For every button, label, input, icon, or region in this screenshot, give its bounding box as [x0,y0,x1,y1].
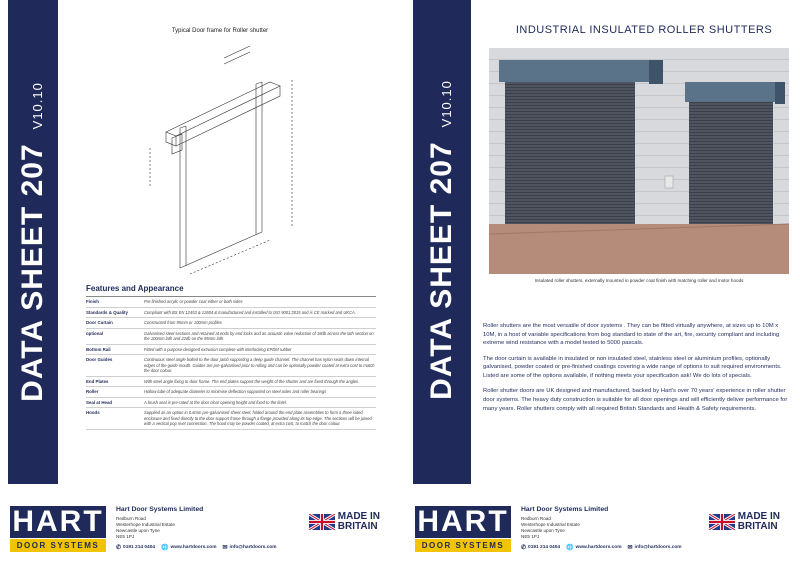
row-label: Door Guides [86,357,113,363]
made-in-text: MADE IN BRITAIN [337,511,380,532]
paragraph: Roller shutters are the most versatile of door systems . They can be fitted virtually anywhere, at sizes up to 10M x 10M, in a host of variable specifications from bog standard to state of the art, fire, security compliant and including extreme wind resistance with a model tested to 5000 pascals. [483,323,780,347]
row-value: Pre finished acrylic or powder coat either or both sides [144,299,243,304]
side-band [413,0,471,484]
contact-details [521,544,682,551]
data-sheet-right-page [405,0,800,566]
drawing-title: Typical Door frame for Roller shutter [171,28,269,34]
table-row [86,345,376,356]
band-title: DATA SHEET 207V10.10 [16,82,49,402]
address-line: NE5 1PJ [521,533,540,539]
made-in-britain-badge [309,512,380,531]
band-version: V10.10 [30,82,45,130]
table-row [86,377,376,388]
company-address [521,506,608,540]
row-label: Roller [86,389,99,395]
phone-contact[interactable]: ✆ 0191 214 0404 [116,545,156,551]
union-flag-icon [709,514,735,530]
side-band [8,0,58,484]
phone-icon: ✆ [116,545,122,551]
globe-icon: 🌐 [161,545,169,551]
address-line: Newcastle upon Tyne [521,527,565,533]
logo-sub: DOOR SYSTEMS [415,539,511,552]
row-label: optional [86,330,104,336]
page-footer [405,496,800,566]
row-label: Standards & Quality [86,309,128,315]
row-label: Seal at Head [86,399,113,405]
row-value: Compliant with BS EN 12453 & 12604 & manufactured and installed to ISO 9001:2015 and is CE marked and UKCA. [144,309,356,315]
table-row [86,398,376,409]
door-frame-diagram [120,38,320,278]
band-version: V10.10 [439,80,454,128]
features-heading: Features and Appearance [86,284,184,293]
mail-icon: ✉ [627,545,633,551]
hart-logo [415,506,511,552]
paragraph: The door curtain is available in insulated or non insulated steel, stainless steel or aluminium profiles, optionally galvanised, powder coated or pre-finished coatings covering a wide range of options to suit required environments. Listed are some of the options available, if nothing meets your specification ask! We do lots of specials. [483,355,782,379]
row-value: Supplied as an option in 0.6mm pre-galvanised sheet steel, folded around the end plate assemblies to form a three sided enclosure and fixed directly to the door support frame through a flange provided along its top edge. The sections will be joined with a vertical pop rivet connection. The hood may be powder coated, at extra cost, to match the door colour. [144,410,372,427]
union-flag-icon [309,514,335,530]
address-line: NE5 1PJ [116,533,135,539]
shutter-image [489,48,789,274]
table-row [86,387,376,398]
row-value: Galvanised steel sections and retained at ends by end locks and an acoustic valve reduction of 18db across the lath section on the 100mm lath and 22db on the 95mm lath [144,330,374,342]
company-address [116,506,203,540]
table-row [86,408,376,430]
phone-icon: ✆ [521,545,527,551]
page-footer [0,496,400,566]
row-label: Bottom Rail [86,346,111,352]
row-value: Constructed from 95mm or 100mm profiles [144,320,222,326]
address-line: Newcastle upon Tyne [116,527,160,533]
row-label: Door Curtain [86,320,113,326]
row-label: End Plates [86,378,109,384]
web-contact[interactable]: 🌐 www.hartdoors.com [566,545,622,551]
hart-logo [10,506,106,552]
made-in-britain-badge [709,512,780,531]
globe-icon: 🌐 [566,545,574,551]
row-value: Fitted with a purpose-designed extrusion complete with interlocking EPDM rubber [144,346,292,352]
roller-shutter-photo [489,48,789,274]
row-value: Hollow tube of adequate diameter to minimise deflection supported on steel axles and roller bearings [144,389,327,395]
address-line: Westerhope Industrial Estate [116,521,175,527]
row-label: Hoods [86,410,100,416]
features-section [86,284,376,430]
row-value: A brush seal is pre-rated at the door clear opening height and fixed to the lintel. [144,399,287,405]
contact-details [116,544,277,551]
table-row [86,329,376,345]
web-contact[interactable]: 🌐 www.hartdoors.com [161,545,217,551]
address-line: Redburn Road [116,515,146,521]
door-frame-drawing [120,20,320,280]
description-text [483,322,789,420]
email-contact[interactable]: ✉ info@hartdoors.com [627,545,682,551]
phone-contact[interactable]: ✆ 0191 214 0404 [521,545,561,551]
made-in-text: MADE IN BRITAIN [737,511,780,532]
mail-icon: ✉ [222,545,228,551]
company-name: Hart Door Systems Limited [521,506,609,513]
logo-sub: DOOR SYSTEMS [10,539,106,552]
paragraph: Roller shutter doors are UK designed and manufactured, backed by Hart's over 70 years' experience in roller shutter door systems. The heavy duty construction is suitable for all door openings and will efficiently deliver performance for many years. Roller shutters comply with all required British Standards and Health & Safety requirements. [483,388,788,412]
table-row [86,297,376,308]
features-table [86,296,376,430]
page-title: INDUSTRIAL INSULATED ROLLER SHUTTERS [515,24,773,36]
address-line: Redburn Road [521,515,551,521]
address-line: Westerhope Industrial Estate [521,521,580,527]
band-title: DATA SHEET 207V10.10 [425,80,458,400]
company-name: Hart Door Systems Limited [116,506,204,513]
row-value: With steel angle fixing to door frame. The end plates support the weight of the shutter and are fixed through the angles. [144,378,360,384]
logo-main: HART [415,506,511,538]
logo-main: HART [10,506,106,538]
table-row [86,308,376,319]
table-row [86,318,376,329]
table-row [86,355,376,377]
row-value: Continuous steel angle bolted to the door jamb supporting a deep guide channel. The channel has nylon seals down internal edges of the guide mouth. Guides are pre-galvanised prior to rolling and can be optionally powder coated at extra cost to match the door colour. [144,357,375,374]
row-label: Finish [86,299,99,304]
photo-caption: Insulated roller shutters, externally mounted in powder coat finish with matching roller and motor hoods [534,278,744,283]
email-contact[interactable]: ✉ info@hartdoors.com [222,545,277,551]
